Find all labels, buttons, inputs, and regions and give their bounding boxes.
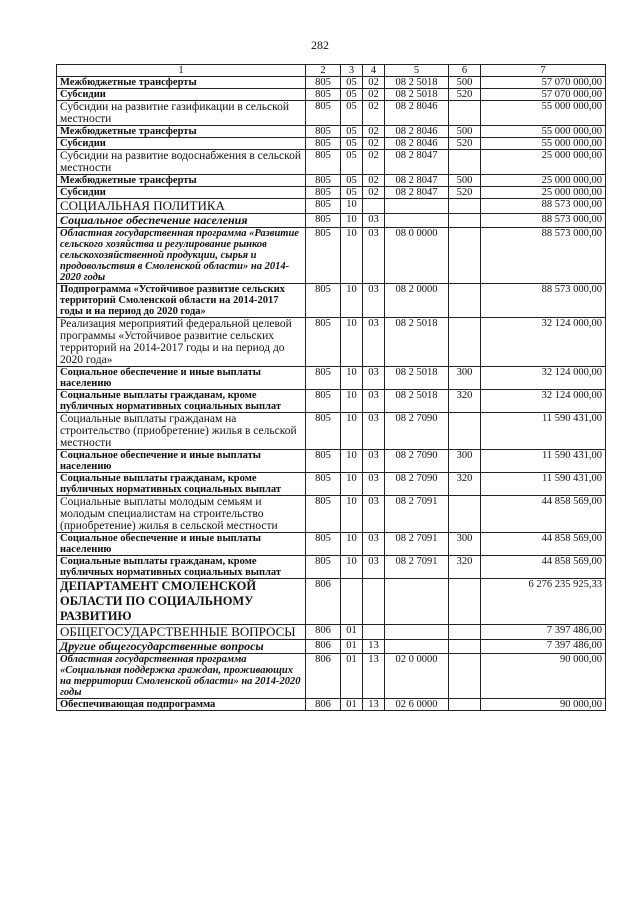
- table-row: [57, 473, 606, 496]
- row-target-article: 08 2 7090: [385, 473, 449, 496]
- row-section-code: 10: [341, 367, 363, 390]
- table-row: [57, 138, 606, 150]
- row-section-code: 10: [341, 413, 363, 450]
- row-ministry-code: 805: [306, 187, 341, 199]
- row-section-code: 05: [341, 101, 363, 126]
- table-row: [57, 101, 606, 126]
- row-expense-type: [449, 699, 481, 711]
- row-section-code: 05: [341, 150, 363, 175]
- row-section-code: 01: [341, 640, 363, 654]
- row-expense-type: [449, 654, 481, 699]
- table-row: [57, 77, 606, 89]
- row-subsection-code: 02: [363, 77, 385, 89]
- row-expense-type: 520: [449, 89, 481, 101]
- row-name-cell: Субсидии на развитие газификации в сельской местности: [57, 101, 306, 126]
- row-subsection-code: 03: [363, 228, 385, 284]
- table-row: [57, 199, 606, 214]
- row-ministry-code: 806: [306, 654, 341, 699]
- row-ministry-code: 805: [306, 77, 341, 89]
- table-row: [57, 214, 606, 228]
- row-amount: 11 590 431,00: [481, 450, 606, 473]
- row-subsection-code: 02: [363, 101, 385, 126]
- row-target-article: 08 2 5018: [385, 89, 449, 101]
- row-name-cell: Реализация мероприятий федеральной целевой программы «Устойчивое развитие сельских территорий на 2014-2017 годы и на период до 2020 года»: [57, 318, 306, 367]
- row-section-code: 10: [341, 473, 363, 496]
- row-subsection-code: 02: [363, 138, 385, 150]
- row-amount: 7 397 486,00: [481, 640, 606, 654]
- row-target-article: 02 0 0000: [385, 654, 449, 699]
- row-amount: 57 070 000,00: [481, 89, 606, 101]
- row-section-code: 05: [341, 187, 363, 199]
- row-expense-type: [449, 496, 481, 533]
- row-expense-type: [449, 199, 481, 214]
- budget-table: [56, 64, 606, 711]
- row-name-cell: ДЕПАРТАМЕНТ СМОЛЕНСКОЙ ОБЛАСТИ ПО СОЦИАЛЬНОМУ РАЗВИТИЮ: [57, 579, 306, 625]
- row-name-cell: Социальное обеспечение населения: [57, 214, 306, 228]
- row-target-article: 08 2 8047: [385, 175, 449, 187]
- table-row: [57, 533, 606, 556]
- row-amount: 88 573 000,00: [481, 199, 606, 214]
- row-section-code: 05: [341, 138, 363, 150]
- row-expense-type: 300: [449, 533, 481, 556]
- row-subsection-code: 03: [363, 367, 385, 390]
- row-amount: 25 000 000,00: [481, 175, 606, 187]
- row-target-article: 08 2 8046: [385, 101, 449, 126]
- row-ministry-code: 805: [306, 150, 341, 175]
- row-subsection-code: 03: [363, 496, 385, 533]
- row-target-article: 08 2 8047: [385, 187, 449, 199]
- row-subsection-code: [363, 199, 385, 214]
- row-subsection-code: 03: [363, 318, 385, 367]
- row-target-article: 08 2 8046: [385, 138, 449, 150]
- table-row: [57, 496, 606, 533]
- row-section-code: 10: [341, 556, 363, 579]
- row-amount: 32 124 000,00: [481, 390, 606, 413]
- row-amount: 6 276 235 925,33: [481, 579, 606, 625]
- row-ministry-code: 806: [306, 625, 341, 640]
- row-expense-type: 320: [449, 473, 481, 496]
- row-expense-type: 520: [449, 138, 481, 150]
- table-row: [57, 579, 606, 625]
- row-ministry-code: 806: [306, 699, 341, 711]
- row-ministry-code: 805: [306, 413, 341, 450]
- row-subsection-code: 02: [363, 175, 385, 187]
- row-ministry-code: 805: [306, 318, 341, 367]
- table-row: [57, 89, 606, 101]
- row-expense-type: [449, 228, 481, 284]
- row-amount: 32 124 000,00: [481, 318, 606, 367]
- row-subsection-code: 03: [363, 556, 385, 579]
- row-name-cell: Социальное обеспечение и иные выплаты населению: [57, 450, 306, 473]
- row-target-article: 08 2 8046: [385, 126, 449, 138]
- row-amount: 11 590 431,00: [481, 413, 606, 450]
- row-subsection-code: [363, 625, 385, 640]
- row-ministry-code: 805: [306, 228, 341, 284]
- row-target-article: [385, 625, 449, 640]
- row-name-cell: Субсидии: [57, 89, 306, 101]
- row-target-article: [385, 214, 449, 228]
- row-section-code: 05: [341, 89, 363, 101]
- table-row: [57, 187, 606, 199]
- row-target-article: 08 2 8047: [385, 150, 449, 175]
- header-cell-5: 5: [385, 65, 449, 77]
- row-section-code: [341, 579, 363, 625]
- row-ministry-code: 805: [306, 450, 341, 473]
- row-subsection-code: 03: [363, 450, 385, 473]
- row-ministry-code: 805: [306, 89, 341, 101]
- row-subsection-code: 03: [363, 214, 385, 228]
- table-row: [57, 318, 606, 367]
- row-section-code: 10: [341, 214, 363, 228]
- row-subsection-code: 03: [363, 413, 385, 450]
- row-expense-type: 500: [449, 175, 481, 187]
- row-amount: 55 000 000,00: [481, 101, 606, 126]
- row-expense-type: [449, 214, 481, 228]
- row-section-code: 10: [341, 496, 363, 533]
- row-ministry-code: 805: [306, 101, 341, 126]
- row-expense-type: [449, 579, 481, 625]
- row-name-cell: Областная государственная программа «Социальная поддержка граждан, проживающих на территории Смоленской области» на 2014-2020 годы: [57, 654, 306, 699]
- row-expense-type: [449, 284, 481, 318]
- row-ministry-code: 805: [306, 367, 341, 390]
- row-ministry-code: 805: [306, 473, 341, 496]
- row-ministry-code: 805: [306, 284, 341, 318]
- row-section-code: 05: [341, 77, 363, 89]
- header-cell-7: 7: [481, 65, 606, 77]
- row-target-article: 08 2 5018: [385, 367, 449, 390]
- row-target-article: [385, 579, 449, 625]
- row-subsection-code: 03: [363, 473, 385, 496]
- row-expense-type: 500: [449, 77, 481, 89]
- row-section-code: 01: [341, 699, 363, 711]
- row-target-article: [385, 640, 449, 654]
- row-ministry-code: 805: [306, 126, 341, 138]
- row-amount: 11 590 431,00: [481, 473, 606, 496]
- row-name-cell: Областная государственная программа «Развитие сельского хозяйства и регулирование рынков сельскохозяйственной продукции, сырья и продовольствия в Смоленской области» на 2014-2020 годы: [57, 228, 306, 284]
- table-row: [57, 175, 606, 187]
- row-target-article: 08 2 7090: [385, 450, 449, 473]
- row-amount: 44 858 569,00: [481, 496, 606, 533]
- row-ministry-code: 805: [306, 533, 341, 556]
- row-amount: 32 124 000,00: [481, 367, 606, 390]
- row-amount: 44 858 569,00: [481, 556, 606, 579]
- row-subsection-code: 02: [363, 150, 385, 175]
- row-expense-type: 320: [449, 556, 481, 579]
- table-row: [57, 126, 606, 138]
- row-subsection-code: 02: [363, 126, 385, 138]
- row-target-article: 08 0 0000: [385, 228, 449, 284]
- header-cell-6: 6: [449, 65, 481, 77]
- row-name-cell: ОБЩЕГОСУДАРСТВЕННЫЕ ВОПРОСЫ: [57, 625, 306, 640]
- row-amount: 88 573 000,00: [481, 214, 606, 228]
- row-name-cell: Субсидии: [57, 138, 306, 150]
- row-expense-type: [449, 101, 481, 126]
- row-amount: 90 000,00: [481, 654, 606, 699]
- row-ministry-code: 806: [306, 579, 341, 625]
- row-target-article: 08 2 5018: [385, 318, 449, 367]
- row-name-cell: Социальное обеспечение и иные выплаты населению: [57, 367, 306, 390]
- header-cell-3: 3: [341, 65, 363, 77]
- row-subsection-code: [363, 579, 385, 625]
- row-section-code: 10: [341, 533, 363, 556]
- page-number: 282: [311, 38, 329, 52]
- row-ministry-code: 805: [306, 496, 341, 533]
- row-expense-type: [449, 413, 481, 450]
- row-section-code: 01: [341, 654, 363, 699]
- row-name-cell: Субсидии на развитие водоснабжения в сельской местности: [57, 150, 306, 175]
- row-section-code: 10: [341, 228, 363, 284]
- row-ministry-code: 806: [306, 640, 341, 654]
- table-row: [57, 367, 606, 390]
- row-amount: 25 000 000,00: [481, 150, 606, 175]
- row-name-cell: Социальные выплаты гражданам на строительство (приобретение) жилья в сельской местности: [57, 413, 306, 450]
- row-section-code: 05: [341, 126, 363, 138]
- table-row: [57, 654, 606, 699]
- row-subsection-code: 13: [363, 699, 385, 711]
- row-name-cell: Межбюджетные трансферты: [57, 126, 306, 138]
- row-target-article: 08 2 5018: [385, 77, 449, 89]
- row-ministry-code: 805: [306, 138, 341, 150]
- row-name-cell: Межбюджетные трансферты: [57, 77, 306, 89]
- row-amount: 55 000 000,00: [481, 138, 606, 150]
- row-amount: 88 573 000,00: [481, 284, 606, 318]
- row-section-code: 10: [341, 390, 363, 413]
- table-row: [57, 284, 606, 318]
- row-amount: 55 000 000,00: [481, 126, 606, 138]
- row-ministry-code: 805: [306, 199, 341, 214]
- table-row: [57, 556, 606, 579]
- row-ministry-code: 805: [306, 556, 341, 579]
- row-section-code: 10: [341, 284, 363, 318]
- table-row: [57, 640, 606, 654]
- table-row: [57, 150, 606, 175]
- row-amount: 57 070 000,00: [481, 77, 606, 89]
- row-expense-type: 300: [449, 367, 481, 390]
- table-row: [57, 450, 606, 473]
- row-section-code: 01: [341, 625, 363, 640]
- row-target-article: 08 2 0000: [385, 284, 449, 318]
- row-section-code: 05: [341, 175, 363, 187]
- row-subsection-code: 03: [363, 390, 385, 413]
- row-subsection-code: 03: [363, 284, 385, 318]
- header-row: [57, 65, 606, 77]
- row-ministry-code: 805: [306, 214, 341, 228]
- row-expense-type: 500: [449, 126, 481, 138]
- row-amount: 7 397 486,00: [481, 625, 606, 640]
- row-section-code: 10: [341, 199, 363, 214]
- row-name-cell: Социальные выплаты молодым семьям и молодым специалистам на строительство (приобретение) жилья в сельской местности: [57, 496, 306, 533]
- row-name-cell: Социальные выплаты гражданам, кроме публичных нормативных социальных выплат: [57, 473, 306, 496]
- row-name-cell: СОЦИАЛЬНАЯ ПОЛИТИКА: [57, 199, 306, 214]
- header-cell-4: 4: [363, 65, 385, 77]
- row-target-article: 08 2 7091: [385, 556, 449, 579]
- row-name-cell: Подпрограмма «Устойчивое развитие сельских территорий Смоленской области на 2014-2017 годы и на период до 2020 года»: [57, 284, 306, 318]
- row-amount: 25 000 000,00: [481, 187, 606, 199]
- row-expense-type: [449, 150, 481, 175]
- table-row: [57, 699, 606, 711]
- row-expense-type: 320: [449, 390, 481, 413]
- row-name-cell: Обеспечивающая подпрограмма: [57, 699, 306, 711]
- row-expense-type: [449, 318, 481, 367]
- row-subsection-code: 02: [363, 187, 385, 199]
- row-subsection-code: 03: [363, 533, 385, 556]
- row-expense-type: [449, 625, 481, 640]
- row-name-cell: Социальные выплаты гражданам, кроме публичных нормативных социальных выплат: [57, 390, 306, 413]
- row-name-cell: Другие общегосударственные вопросы: [57, 640, 306, 654]
- row-amount: 44 858 569,00: [481, 533, 606, 556]
- row-target-article: 08 2 7091: [385, 496, 449, 533]
- table-row: [57, 625, 606, 640]
- row-target-article: 08 2 7090: [385, 413, 449, 450]
- table-row: [57, 390, 606, 413]
- row-subsection-code: 13: [363, 640, 385, 654]
- header-cell-1: 1: [57, 65, 306, 77]
- row-amount: 88 573 000,00: [481, 228, 606, 284]
- row-ministry-code: 805: [306, 175, 341, 187]
- header-cell-2: 2: [306, 65, 341, 77]
- row-target-article: 08 2 5018: [385, 390, 449, 413]
- row-expense-type: [449, 640, 481, 654]
- table-row: [57, 228, 606, 284]
- row-name-cell: Социальные выплаты гражданам, кроме публичных нормативных социальных выплат: [57, 556, 306, 579]
- row-target-article: 02 6 0000: [385, 699, 449, 711]
- row-section-code: 10: [341, 450, 363, 473]
- row-ministry-code: 805: [306, 390, 341, 413]
- row-section-code: 10: [341, 318, 363, 367]
- row-subsection-code: 13: [363, 654, 385, 699]
- row-expense-type: 300: [449, 450, 481, 473]
- row-subsection-code: 02: [363, 89, 385, 101]
- row-target-article: [385, 199, 449, 214]
- row-target-article: 08 2 7091: [385, 533, 449, 556]
- table-row: [57, 413, 606, 450]
- row-expense-type: 520: [449, 187, 481, 199]
- row-name-cell: Межбюджетные трансферты: [57, 175, 306, 187]
- row-amount: 90 000,00: [481, 699, 606, 711]
- row-name-cell: Социальное обеспечение и иные выплаты населению: [57, 533, 306, 556]
- row-name-cell: Субсидии: [57, 187, 306, 199]
